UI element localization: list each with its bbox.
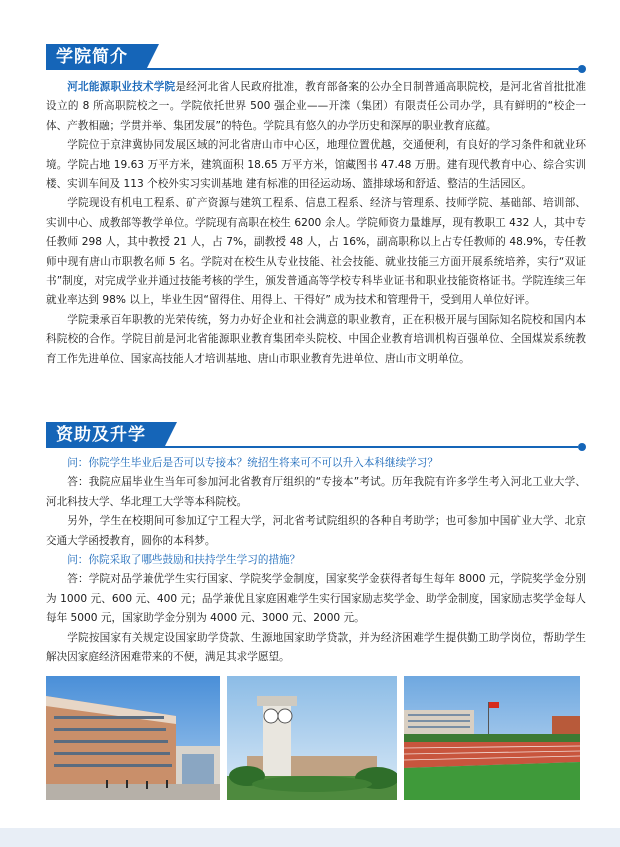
section-dot-icon [578,65,586,73]
section-divider [46,68,578,70]
section-divider [46,446,578,448]
section-header-intro [46,44,586,70]
campus-photo-sports-field [404,676,580,800]
intro-text [46,78,586,369]
intro-paragraph-1-text: 是经河北省人民政府批准，教育部备案的公办全日制普通高职院校，是河北省首批批准设立的 8 所高职院校之一。学院依托世界 500 强企业——开滦（集团）有限责任公司办学，具有鲜明的“校企一体、产教相融；学贯并举、集团发展”的特色。学院具有悠久的办学历史和深厚的职业教育底蕴。 [46,81,587,132]
section-title-aid: 资助及升学 [46,422,164,448]
question-1: 问：你院学生毕业后是否可以专接本？统招生将来可不可以升入本科继续学习？ [67,457,438,469]
section-title-intro: 学院简介 [46,44,146,70]
aid-text [46,454,586,667]
answer-2: 答：学院对品学兼优学生实行国家、学院奖学金制度，国家奖学金获得者每生每年 8000 元，学院奖学金分别为 1000 元、600 元、400 元；品学兼优且家庭困难学生实行国家励志奖学金、助学金制度，国家励志奖学金每人每年 5000 元，国家助学金分别为 4000 元、3000 元、2000 元。 [46,573,586,625]
section-dot-icon [578,443,586,451]
campus-photos [46,676,580,800]
answer-1: 答：我院应届毕业生当年可参加河北省教育厅组织的“专接本”考试。历年我院有许多学生考入河北工业大学、河北科技大学、华北理工大学等本科院校。 [46,476,586,508]
answer-2-extra: 学院按国家有关规定设国家助学贷款、生源地国家助学贷款，并为经济困难学生提供勤工助学岗位，帮助学生解决因家庭经济困难带来的不便，满足其求学愿望。 [46,631,586,664]
campus-photo-clock-tower [227,676,397,800]
question-2: 问：你院采取了哪些鼓励和扶持学生学习的措施？ [67,554,301,567]
footer-bar [0,828,620,847]
intro-paragraph-3: 学院现设有机电工程系、矿产资源与建筑工程系、信息工程系、经济与管理系、技师学院、基础部、培训部、实训中心、成教部等教学单位。学院现有高职在校生 6200 余人。学院师资力量雄厚，现有教职工 432 人，其中专任教师 298 人，其中教授 21 人，占 7%，副教授 48 人，占 16%，副高职称以上占专任教师的 48.9%，专任教师中现有唐山市职教名师 5 名。学院对在校生从专业技能、社会技能、就业技能三方面开展系统培养，实行“双证书”制度，对完成学业并通过技能考核的学生，颁发普通高等学校专科毕业证书和职业技能资格证书。学院连续三年就业率达到 98% 以上，毕业生因“留得住、用得上、干得好” 成为技术和管理骨干，受到用人单位好评。 [46,197,586,307]
section-header-aid [46,422,586,448]
intro-paragraph-1 [46,78,586,136]
intro-paragraph-4: 学院秉承百年职教的光荣传统，努力办好企业和社会满意的职业教育，正在积极开展与国际知名院校和国内本科院校的合作。学院目前是河北省能源职业教育集团牵头院校、中国企业教育培训机构百强单位、全国煤炭系统教育工作先进单位、国家高技能人才培训基地、唐山市职业教育先进单位、唐山市文明单位。 [46,313,586,365]
intro-paragraph-2: 学院位于京津冀协同发展区域的河北省唐山市中心区，地理位置优越，交通便利，有良好的学习条件和就业环境。学院占地 19.63 万平方米，建筑面积 18.65 万平方米，馆藏图书 47.48 万册。建有现代教育中心、综合实训楼、实训车间及 113 个校外实习实训基地 建有标准的田径运动场、篮排球场和舒适、整洁的生活园区。 [46,139,586,191]
campus-photo-building [46,676,220,800]
college-name: 河北能源职业技术学院 [67,81,176,93]
answer-1-extra: 另外，学生在校期间可参加辽宁工程大学，河北省考试院组织的各种自考助学；也可参加中国矿业大学、北京交通大学函授教育，圆你的本科梦。 [46,515,586,547]
